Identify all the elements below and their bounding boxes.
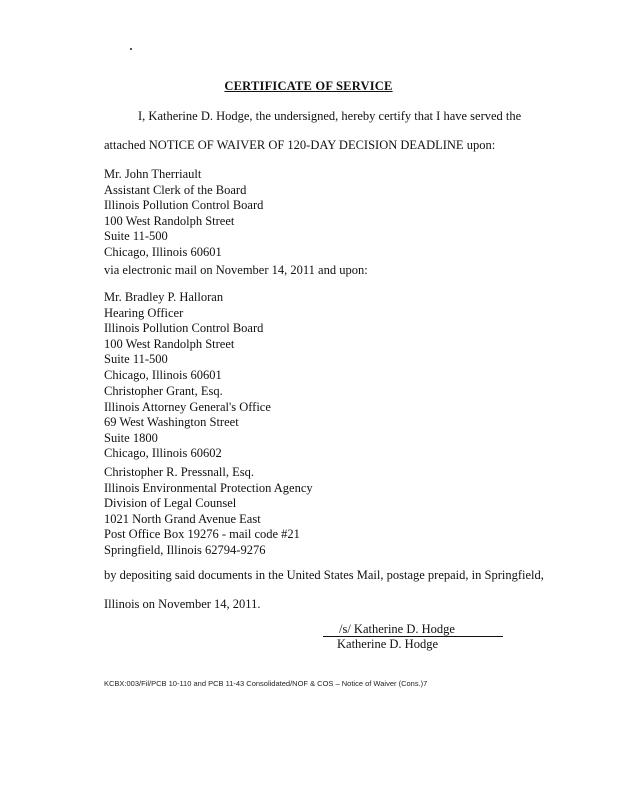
address-line: Chicago, Illinois 60601: [104, 367, 222, 382]
address-line: Springfield, Illinois 62794-9276: [104, 542, 266, 557]
recipient-address-4: [104, 465, 313, 559]
intro-line-2: attached NOTICE OF WAIVER OF 120-DAY DECISION DEADLINE upon:: [104, 138, 496, 152]
address-line: Mr. Bradley P. Halloran: [104, 290, 224, 304]
address-line: Mr. John Therriault: [104, 167, 202, 181]
address-line: Assistant Clerk of the Board: [104, 182, 247, 197]
address-line: Division of Legal Counsel: [104, 496, 237, 511]
footer-doc-reference: KCBX:003/Fil/PCB 10-110 and PCB 11-43 Consolidated/NOF & COS – Notice of Waiver (Cons.)7: [104, 679, 428, 688]
recipient-address-1: [104, 167, 263, 261]
address-line: Illinois Pollution Control Board: [104, 321, 264, 336]
address-line: Christopher Grant, Esq.: [104, 384, 223, 398]
recipient-address-2: [104, 290, 263, 384]
address-line: 100 West Randolph Street: [104, 336, 235, 351]
address-line: Post Office Box 19276 - mail code #21: [104, 527, 300, 542]
signature-line: /s/ Katherine D. Hodge: [323, 623, 503, 637]
address-line: 100 West Randolph Street: [104, 213, 235, 228]
address-line: Suite 1800: [104, 430, 158, 445]
address-line: Illinois Pollution Control Board: [104, 198, 264, 213]
address-line: Chicago, Illinois 60602: [104, 446, 222, 461]
page-title: CERTIFICATE OF SERVICE: [224, 79, 393, 93]
intro-line-1: I, Katherine D. Hodge, the undersigned, hereby certify that I have served the: [138, 109, 522, 123]
recipient-address-3: [104, 384, 271, 462]
address-line: 69 West Washington Street: [104, 415, 239, 430]
address-line: 1021 North Grand Avenue East: [104, 511, 261, 526]
address-line: Christopher R. Pressnall, Esq.: [104, 465, 254, 479]
address-line: Illinois Attorney General's Office: [104, 399, 271, 414]
depositing-line: by depositing said documents in the United States Mail, postage prepaid, in Springfield,: [104, 568, 544, 582]
scan-speck: [130, 48, 132, 50]
illinois-date-line: Illinois on November 14, 2011.: [104, 597, 261, 611]
address-line: Illinois Environmental Protection Agency: [104, 480, 313, 495]
address-line: Hearing Officer: [104, 305, 184, 320]
address-line: Suite 11-500: [104, 229, 168, 244]
signer-name: Katherine D. Hodge: [337, 637, 439, 651]
address-line: Suite 11-500: [104, 352, 168, 367]
address-line: Chicago, Illinois 60601: [104, 244, 222, 259]
via-email-line: via electronic mail on November 14, 2011 and upon:: [104, 263, 368, 277]
